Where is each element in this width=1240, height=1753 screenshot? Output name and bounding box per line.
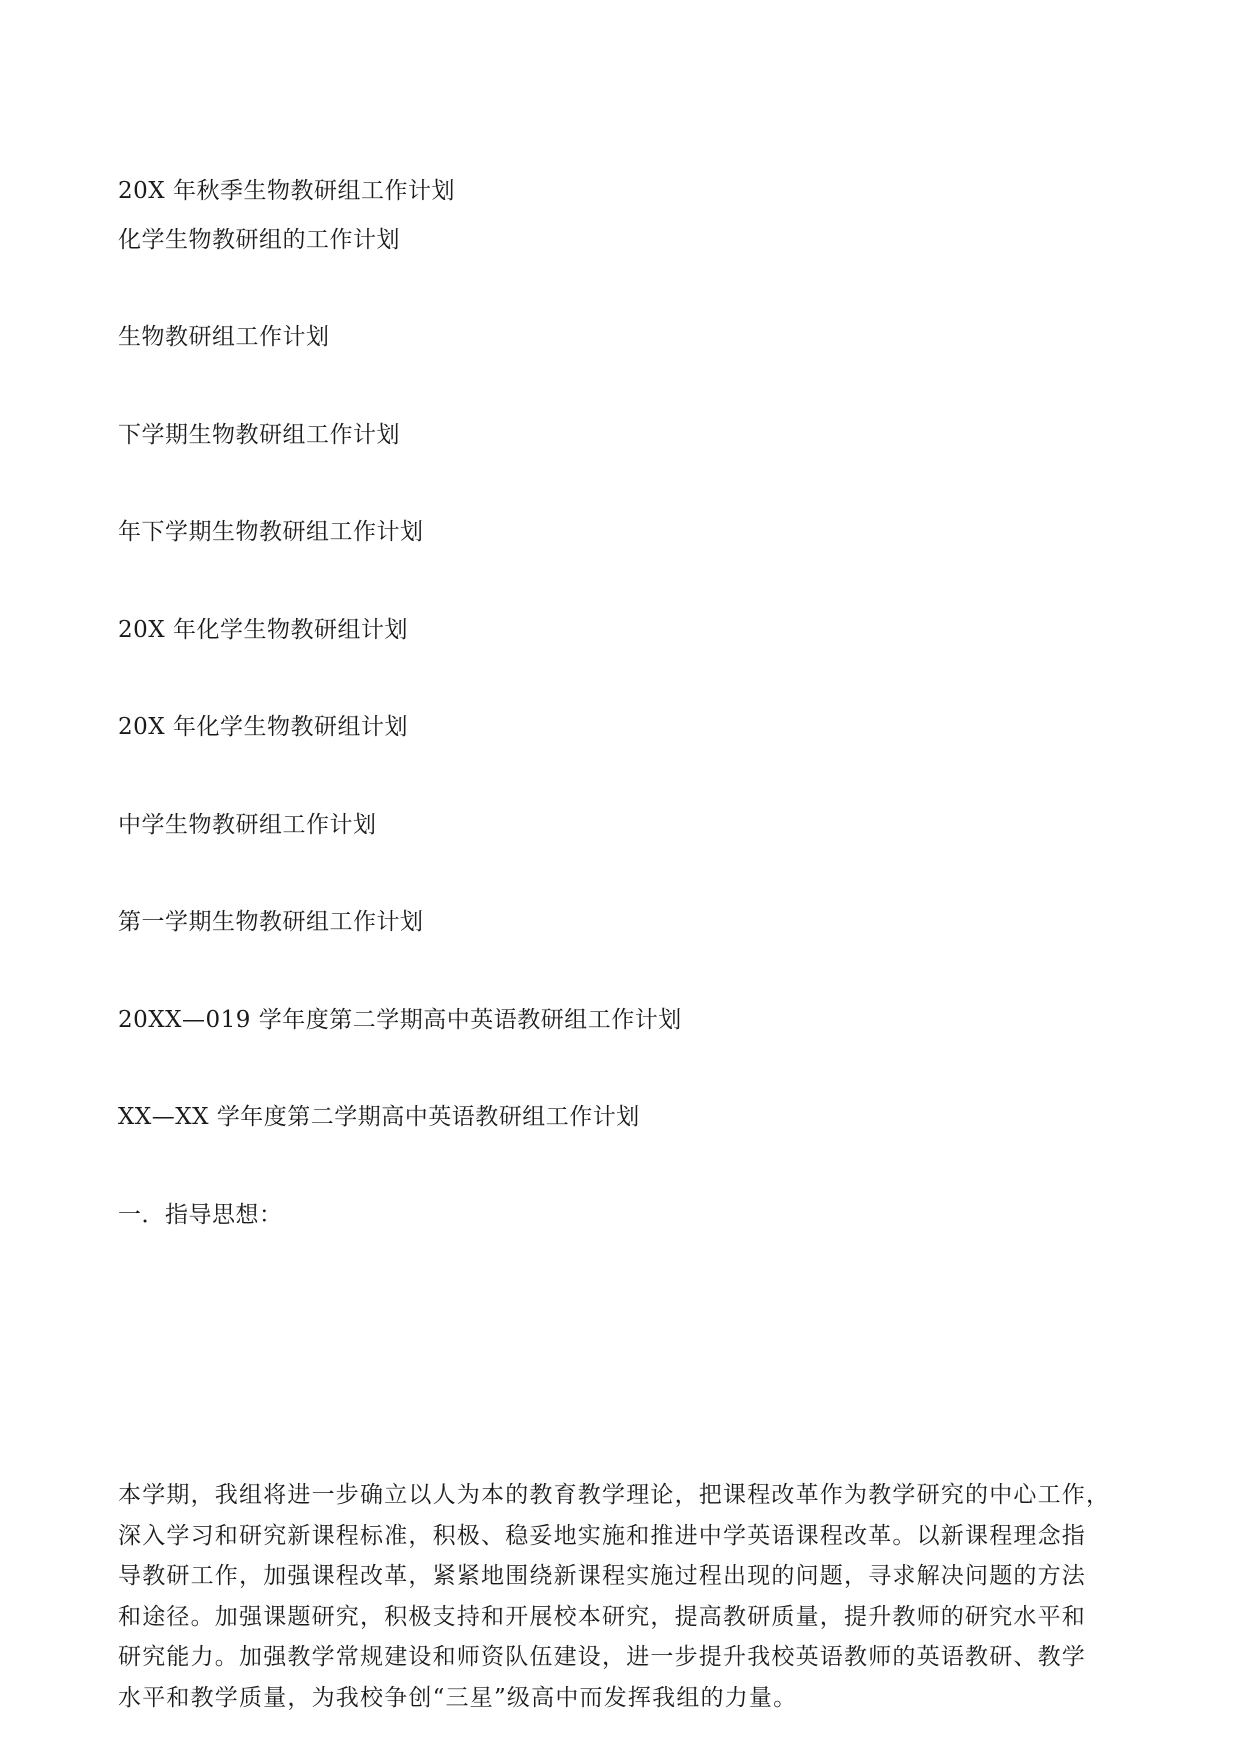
title-line-8: 中学生物教研组工作计划 bbox=[118, 812, 377, 838]
paragraph-line-3: 导教研工作，加强课程改革，紧紧地围绕新课程实施过程出现的问题，寻求解决问题的方法 bbox=[118, 1563, 1086, 1589]
title-line-7: 20X 年化学生物教研组计划 bbox=[118, 714, 408, 740]
title-line-5: 年下学期生物教研组工作计划 bbox=[118, 519, 424, 545]
title-line-1: 20X 年秋季生物教研组工作计划 bbox=[118, 178, 455, 204]
title-line-11: XX—XX 学年度第二学期高中英语教研组工作计划 bbox=[118, 1104, 640, 1130]
title-line-9: 第一学期生物教研组工作计划 bbox=[118, 909, 424, 935]
paragraph-line-4: 和途径。加强课题研究，积极支持和开展校本研究，提高教研质量，提升教师的研究水平和 bbox=[118, 1603, 1086, 1630]
paragraph-line-5: 研究能力。加强教学常规建设和师资队伍建设，进一步提升我校英语教师的英语教研、教学 bbox=[118, 1644, 1086, 1670]
title-line-3: 生物教研组工作计划 bbox=[118, 324, 330, 350]
paragraph-line-1: 本学期，我组将进一步确立以人为本的教育教学理论，把课程改革作为教学研究的中心工作， bbox=[118, 1482, 1111, 1508]
paragraph-line-2: 深入学习和研究新课程标准，积极、稳妥地实施和推进中学英语课程改革。以新课程理念指 bbox=[118, 1522, 1086, 1549]
title-line-4: 下学期生物教研组工作计划 bbox=[118, 422, 400, 448]
paragraph-line-6: 水平和教学质量，为我校争创“三星”级高中而发挥我组的力量。 bbox=[118, 1684, 798, 1711]
title-line-2: 化学生物教研组的工作计划 bbox=[118, 227, 400, 253]
section-heading: 一．指导思想： bbox=[118, 1202, 283, 1228]
body-paragraph bbox=[118, 1475, 1128, 1718]
title-line-10: 20XX—019 学年度第二学期高中英语教研组工作计划 bbox=[118, 1007, 682, 1033]
title-line-6: 20X 年化学生物教研组计划 bbox=[118, 617, 408, 643]
